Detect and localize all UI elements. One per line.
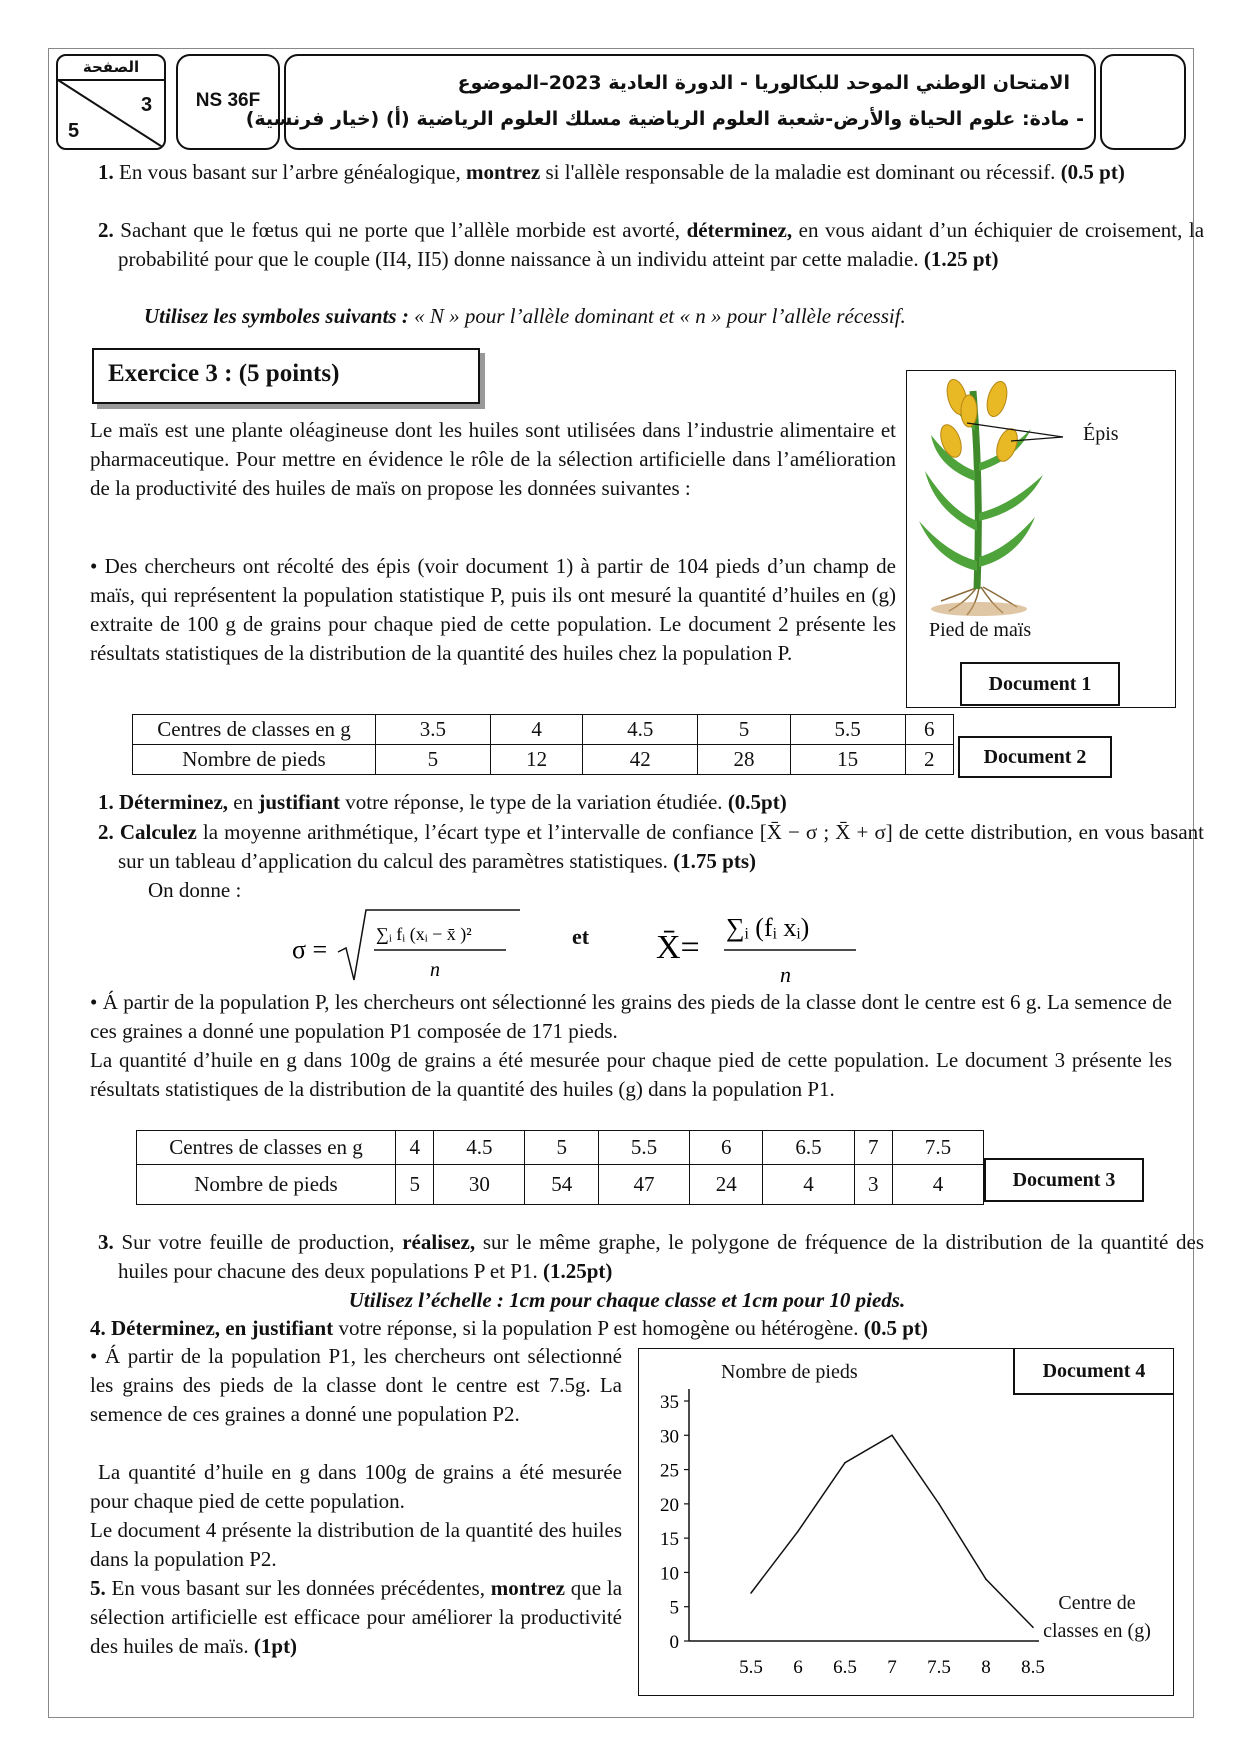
doc3-cell: 7.5 — [892, 1131, 983, 1165]
chart-y-tick-label: 15 — [660, 1529, 679, 1551]
sigma-formula — [284, 902, 524, 986]
chart-y-tick-label: 30 — [660, 1426, 679, 1448]
doc2-cell: 5.5 — [790, 715, 905, 745]
doc3-cell: 54 — [525, 1165, 599, 1205]
ex3-intro: Le maïs est une plante oléagineuse dont les huiles sont utilisées dans l’industrie alimentaire et pharmaceutique. Pour mettre en évidence le rôle de la sélection artificielle dans l’amélioration de la productivité des huiles de maïs on propose les données suivantes : — [90, 418, 896, 500]
doc2-row1-header: Centres de classes en g — [133, 715, 376, 745]
page-number-box — [56, 54, 166, 150]
page-number: 3 — [141, 94, 153, 116]
doc2-cell: 4 — [490, 715, 583, 745]
svg-text:σ =: σ = — [292, 935, 328, 964]
doc3-row-pieds — [137, 1165, 984, 1205]
chart-x-tick-label: 8.5 — [1021, 1657, 1045, 1678]
document-3-label: Document 3 — [984, 1158, 1144, 1202]
ex3-question-2: 2. Calculez la moyenne arithmétique, l’écart type et l’intervalle de confiance [X̄ − σ ; X̄ + σ] de cette distribution, en vous basant sur un tableau d’application du calcul des paramètres statistiques. (1.75 pts) — [98, 820, 1204, 873]
mean-formula — [650, 898, 870, 990]
ex2-question-2: 2. Sachant que le fœtus qui ne porte que l’allèle morbide est avorté, déterminez, en vous aidant d’un échiquier de croisement, la probabilité pour que le couple (II4, II5) donne naissance à un individu atteint par cette maladie. (1.25 pt) — [98, 218, 1205, 271]
exam-title-line2: - مادة: علوم الحياة والأرض-شعبة العلوم الرياضية مسلك العلوم الرياضية (أ) (خيار فرنسية) — [245, 108, 1084, 130]
chart-x-tick-label: 7 — [887, 1657, 897, 1678]
chart-y-tick-label: 0 — [669, 1632, 679, 1653]
chart-y-label: Nombre de pieds — [721, 1361, 858, 1383]
doc3-cell: 24 — [689, 1165, 763, 1205]
doc2-cell: 5 — [698, 715, 791, 745]
chart-x-label: Centre de classes en (g) — [1043, 1592, 1151, 1642]
document-4-label: Document 4 — [1013, 1349, 1173, 1395]
page-label: الصفحة — [82, 58, 140, 76]
doc2-cell: 3.5 — [376, 715, 491, 745]
doc2-cell: 42 — [583, 745, 698, 775]
chart-y-tick-label: 5 — [669, 1597, 679, 1619]
doc3-cell: 5 — [525, 1131, 599, 1165]
doc3-cell: 4 — [892, 1165, 983, 1205]
svg-text:X̄=: X̄= — [656, 929, 700, 966]
page-total: 5 — [68, 120, 80, 142]
doc3-cell: 4 — [763, 1165, 854, 1205]
document-1-label: Document 1 — [960, 662, 1120, 706]
svg-text:∑ᵢ (fᵢ xᵢ): ∑ᵢ (fᵢ xᵢ) — [726, 913, 810, 942]
formula-et: et — [572, 924, 590, 949]
doc3-cell: 7 — [854, 1131, 892, 1165]
exam-title-line1: الامتحان الوطني الموحد للبكالوريا - الدورة العادية 2023–الموضوع — [457, 72, 1070, 94]
chart-x-tick-label: 5.5 — [739, 1657, 763, 1678]
doc2-cell: 28 — [698, 745, 791, 775]
chart-data-point — [891, 1434, 893, 1436]
document-2-label: Document 2 — [958, 736, 1112, 778]
doc3-cell: 6.5 — [763, 1131, 854, 1165]
chart-y-tick-label: 25 — [660, 1460, 679, 1482]
doc2-row-pieds — [133, 745, 954, 775]
exam-code: NS 36F — [195, 90, 261, 111]
ex3-scale-note: Utilisez l’échelle : 1cm pour chaque classe et 1cm pour 10 pieds. — [348, 1288, 906, 1312]
ex3-question-4: 4. Déterminez, en justifiant votre réponse, si la population P est homogène ou hétérogène. (0.5 pt) — [90, 1316, 928, 1340]
ex2-symbols-note: Utilisez les symboles suivants : « N » pour l’allèle dominant et « n » pour l’allèle récessif. — [144, 304, 906, 328]
chart-x-tick-label: 6 — [793, 1657, 803, 1678]
svg-text:n: n — [780, 962, 791, 987]
document-1-frame — [906, 370, 1176, 708]
doc2-cell: 5 — [376, 745, 491, 775]
document-4-frame — [638, 1348, 1174, 1696]
chart-x-tick-label: 8 — [981, 1657, 991, 1678]
doc3-cell: 30 — [434, 1165, 525, 1205]
chart-series-line — [751, 1435, 1033, 1627]
doc2-row-centres — [133, 715, 954, 745]
doc2-cell: 2 — [905, 745, 953, 775]
document-2-table — [132, 714, 954, 775]
ex3-paragraph-6: Le document 4 présente la distribution de la quantité des huiles dans la population P2. — [90, 1518, 622, 1571]
doc3-row1-header: Centres de classes en g — [137, 1131, 396, 1165]
ex3-paragraph-2: • Á partir de la population P, les chercheurs ont sélectionné les grains des pieds de la classe dont le centre est 6 g. La semence de ces graines a donné une population P1 composée de 171 pieds. — [90, 990, 1172, 1043]
doc2-row2-header: Nombre de pieds — [133, 745, 376, 775]
doc2-cell: 6 — [905, 715, 953, 745]
svg-text:n: n — [430, 959, 440, 981]
doc3-row2-header: Nombre de pieds — [137, 1165, 396, 1205]
ex3-question-3: 3. Sur votre feuille de production, réalisez, sur le même graphe, le polygone de fréquence de la distribution de la quantité des huiles pour chacune des deux populations P et P1. (1.25pt) — [98, 1230, 1205, 1283]
ex3-on-donne: On donne : — [148, 878, 242, 902]
ex3-paragraph-5: La quantité d’huile en g dans 100g de grains a été mesurée pour chaque pied de cette population. — [90, 1460, 622, 1513]
ex3-question-1: 1. Déterminez, en justifiant votre réponse, le type de la variation étudiée. (0.5pt) — [98, 790, 787, 814]
doc3-cell: 5.5 — [598, 1131, 689, 1165]
chart-x-tick-label: 6.5 — [833, 1657, 857, 1678]
chart-y-tick-label: 20 — [660, 1494, 679, 1516]
chart-data-point — [750, 1592, 752, 1594]
exercise3-title-box — [92, 348, 480, 404]
chart-data-point — [938, 1503, 940, 1505]
doc3-cell: 3 — [854, 1165, 892, 1205]
header-empty-box — [1100, 54, 1186, 150]
doc1-label-epis: Épis — [1083, 423, 1119, 445]
exam-title-box — [245, 54, 1096, 150]
chart-y-tick-label: 10 — [660, 1563, 679, 1585]
ex3-paragraph-4: • Á partir de la population P1, les chercheurs ont sélectionné les grains des pieds de la classe dont le centre est 7.5g. La semence de ces graines a donné une population P2. — [90, 1344, 622, 1426]
doc3-row-centres — [137, 1131, 984, 1165]
chart-y-tick-label: 35 — [660, 1392, 679, 1413]
svg-text:∑ᵢ fᵢ (xᵢ − x̄ )²: ∑ᵢ fᵢ (xᵢ − x̄ )² — [376, 924, 472, 944]
ex3-paragraph-3: La quantité d’huile en g dans 100g de grains a été mesurée pour chaque pied de cette population. Le document 3 présente les résultats statistiques de la distribution de la quantité des huiles (g) dans la population P1. — [90, 1048, 1172, 1101]
doc3-cell: 5 — [396, 1165, 434, 1205]
exam-code-box — [176, 54, 280, 150]
document-3-table — [136, 1130, 984, 1205]
doc2-cell: 15 — [790, 745, 905, 775]
doc3-cell: 4.5 — [434, 1131, 525, 1165]
corn-plant-illustration — [907, 371, 1175, 707]
doc3-cell: 47 — [598, 1165, 689, 1205]
ex2-question-1: 1. En vous basant sur l’arbre généalogique, montrez si l'allèle responsable de la maladie est dominant ou récessif. (0.5 pt) — [98, 160, 1125, 184]
chart-x-tick-label: 7.5 — [927, 1657, 951, 1678]
doc1-label-pied: Pied de maïs — [929, 619, 1032, 641]
chart-data-point — [985, 1578, 987, 1580]
ex3-paragraph-1: • Des chercheurs ont récolté des épis (voir document 1) à partir de 104 pieds d’un champ de maïs, qui représentent la population statistique P, puis ils ont mesuré la quantité d’huiles en (g) extraite de 100 g de grains pour chaque pied de cette population. Le document 2 présente les résultats statistiques de la distribution de la quantité des huiles chez la population P. — [90, 554, 896, 665]
chart-data-point — [844, 1462, 846, 1464]
doc3-cell: 4 — [396, 1131, 434, 1165]
chart-data-point — [797, 1530, 799, 1532]
ex3-question-5: 5. En vous basant sur les données précédentes, montrez que la sélection artificielle est efficace pour améliorer la productivité des huiles de maïs. (1pt) — [90, 1576, 623, 1658]
doc2-cell: 12 — [490, 745, 583, 775]
doc2-cell: 4.5 — [583, 715, 698, 745]
doc3-cell: 6 — [689, 1131, 763, 1165]
exercise3-title: Exercice 3 : (5 points) — [108, 360, 340, 387]
